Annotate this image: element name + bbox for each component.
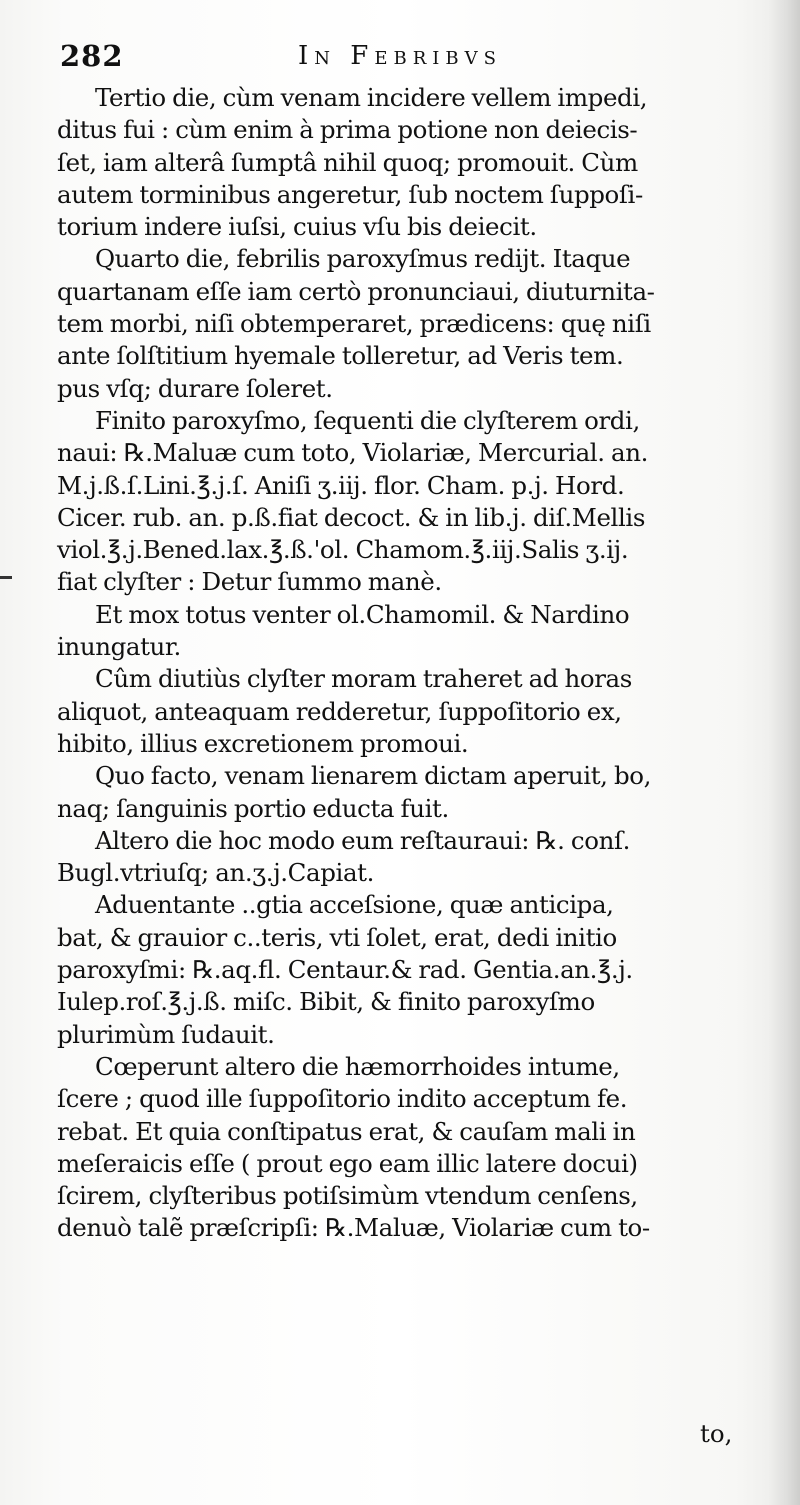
text-line: Finito paroxyſmo, ſequenti die clyſterem ordi, (95, 405, 640, 435)
margin-mark (0, 576, 12, 579)
text-line: Bugl.vtriuſq; an.ʒ.j.Capiat. (57, 858, 374, 888)
text-line: Cœperunt altero die hæmorrhoides intume, (95, 1051, 620, 1081)
text-line: ſet, iam alterâ ſumptâ nihil quoq; promouit. Cùm (57, 147, 638, 177)
text-line: Cicer. rub. an. p.ß.fiat decoct. & in lib.j. diſ.Mellis (57, 502, 646, 532)
text-line: Tertio die, cùm venam incidere vellem impedi, (95, 83, 648, 112)
text-line: paroxyſmi: ℞.aq.ﬂ. Centaur.& rad. Gentia.an.℥.j. (57, 955, 633, 985)
text-line: ante ſolſtitium hyemale tolleretur, ad Veris tem. (57, 341, 624, 371)
text-line: aliquot, anteaquam redderetur, ſuppoſitorio ex, (57, 696, 622, 726)
text-line: denuò talẽ præſcripſi: ℞.Maluæ, Violariæ cum to- (57, 1213, 650, 1243)
text-line: plurimùm ſudauit. (57, 1019, 275, 1049)
text-line: naui: ℞.Maluæ cum toto, Violariæ, Mercurial. an. (57, 438, 648, 468)
text-line: rebat. Et quia conſtipatus erat, & cauſam mali in (57, 1116, 636, 1146)
text-line: bat, & grauior c..teris, vti ſolet, erat, dedi initio (57, 922, 617, 952)
text-line: ſcere ; quod ille ſuppoſitorio indito acceptum fe. (57, 1084, 628, 1114)
text-line: torium indere iuſsi, cuius vſu bis deiecit. (57, 212, 537, 242)
text-line: pus vſq; durare ſoleret. (57, 373, 333, 403)
text-line: Quo facto, venam lienarem dictam aperuit, bo, (95, 761, 651, 791)
page-number: 282 (60, 39, 124, 73)
body-text (57, 82, 737, 1245)
running-title: In Febribvs (298, 41, 502, 71)
text-line: meſeraicis eſſe ( prout ego eam illic latere docui) (57, 1148, 638, 1178)
text-line: Cûm diutiùs clyſter moram traheret ad horas (95, 664, 632, 694)
text-line: hibito, illius excretionem promoui. (57, 728, 469, 758)
text-line: naq; ſanguinis portio educta fuit. (57, 793, 449, 823)
text-line: inungatur. (57, 632, 181, 662)
text-line: Et mox totus venter ol.Chamomil. & Nardino (95, 599, 630, 629)
page-edge-shadow (768, 0, 800, 1505)
text-line: Iulep.roſ.℥.j.ß. miſc. Bibit, & finito paroxyſmo (57, 987, 595, 1017)
text-line: Aduentante ..gtia acceſsione, quæ anticipa, (95, 890, 614, 920)
text-line: autem torminibus angeretur, ſub noctem ſuppoſi- (57, 179, 643, 209)
text-line: Quarto die, febrilis paroxyſmus rediјt. Itaque (95, 244, 631, 274)
text-line: ditus fui : cùm enim à prima potione non deiecis- (57, 115, 638, 145)
catchword: to, (700, 1419, 733, 1448)
text-line: Altero die hoc modo eum reſtauraui: ℞. conſ. (95, 825, 631, 855)
text-line: ſcirem, clyſteribus potiſsimùm vtendum cenſens, (57, 1181, 638, 1211)
text-line: fiat clyſter : Detur ſummo manè. (57, 567, 442, 597)
text-line: tem morbi, niſi obtemperaret, prædicens: quę niſi (57, 309, 651, 339)
text-line: M.j.ß.ſ.Lini.℥.j.ſ. Aniſi ʒ.iij. flor. Cham. p.j. Hord. (57, 470, 625, 500)
text-line: viol.℥.j.Bened.lax.℥.ß.'ol. Chamom.℥.iij.Salis ʒ.ij. (57, 535, 629, 565)
text-line: quartanam eſſe iam certò pronunciaui, diuturnita- (57, 276, 655, 306)
